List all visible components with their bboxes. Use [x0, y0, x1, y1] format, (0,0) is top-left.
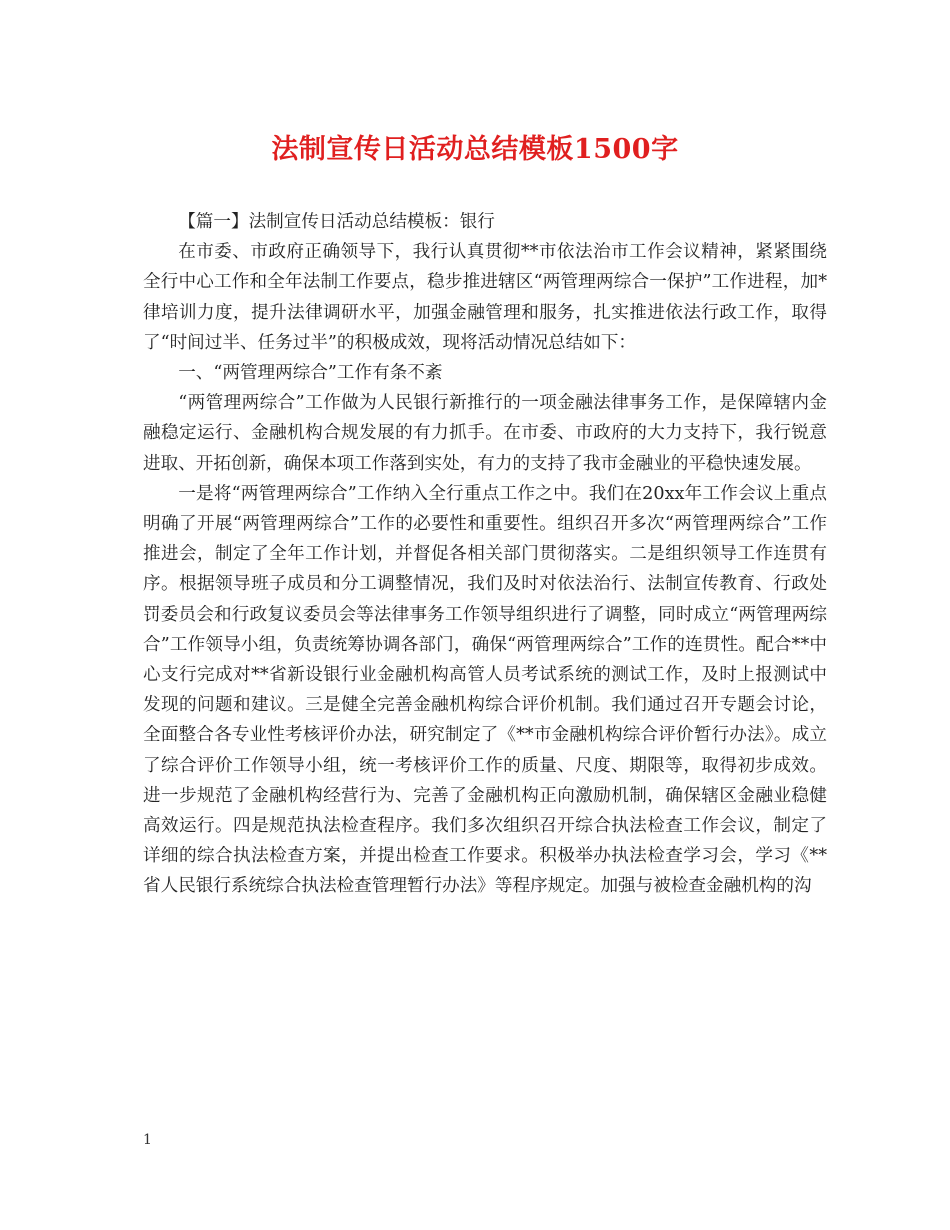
- subsection-heading: 一、“两管理两综合”工作有条不紊: [178, 363, 443, 384]
- section-heading: 【篇一】法制宣传日活动总结模板：银行: [178, 212, 495, 232]
- document-title: 法制宣传日活动总结模板1500字: [271, 134, 679, 165]
- body-paragraph: “两管理两综合”工作做为人民银行新推行的一项金融法律事务工作，是保障辖内金融稳定运行、金融机构合规发展的有力抓手。在市委、市政府的大力支持下，我行锐意进取、开拓创新，确保本项工作落到实处，有力的支持了我市金融业的平稳快速发展。: [143, 393, 827, 474]
- body-paragraph: 一是将“两管理两综合”工作纳入全行重点工作之中。我们在20xx年工作会议上重点明确了开展“两管理两综合”工作的必要性和重要性。组织召开多次“两管理两综合”工作推进会，制定了全年工作计划，并督促各相关部门贯彻落实。二是组织领导工作连贯有序。根据领导班子成员和分工调整情况，我们及时对依法治行、法制宣传教育、行政处罚委员会和行政复议委员会等法律事务工作领导组织进行了调整，同时成立“两管理两综合”工作领导小组，负责统筹协调各部门，确保“两管理两综合”工作的连贯性。配合**中心支行完成对**省新设银行业金融机构高管人员考试系统的测试工作，及时上报测试中发现的问题和建议。三是健全完善金融机构综合评价机制。我们通过召开专题会讨论，全面整合各专业性考核评价办法，研究制定了《**市金融机构综合评价暂行办法》。成立了综合评价工作领导小组，统一考核评价工作的质量、尺度、期限等，取得初步成效。进一步规范了金融机构经营行为、完善了金融机构正向激励机制，确保辖区金融业稳健高效运行。四是规范执法检查程序。我们多次组织召开综合执法检查工作会议，制定了详细的综合执法检查方案，并提出检查工作要求。积极举办执法检查学习会，学习《**省人民银行系统综合执法检查管理暂行办法》等程序规定。加强与被检查金融机构的沟: [143, 483, 827, 897]
- page-number: 1: [143, 1132, 152, 1148]
- body-paragraph: 在市委、市政府正确领导下，我行认真贯彻**市依法治市工作会议精神，紧紧围绕全行中心工作和全年法制工作要点，稳步推进辖区“两管理两综合一保护”工作进程，加*律培训力度，提升法律调研水平，加强金融管理和服务，扎实推进依法行政工作，取得了“时间过半、任务过半”的积极成效，现将活动情况总结如下：: [143, 242, 827, 353]
- document-body: [143, 207, 827, 902]
